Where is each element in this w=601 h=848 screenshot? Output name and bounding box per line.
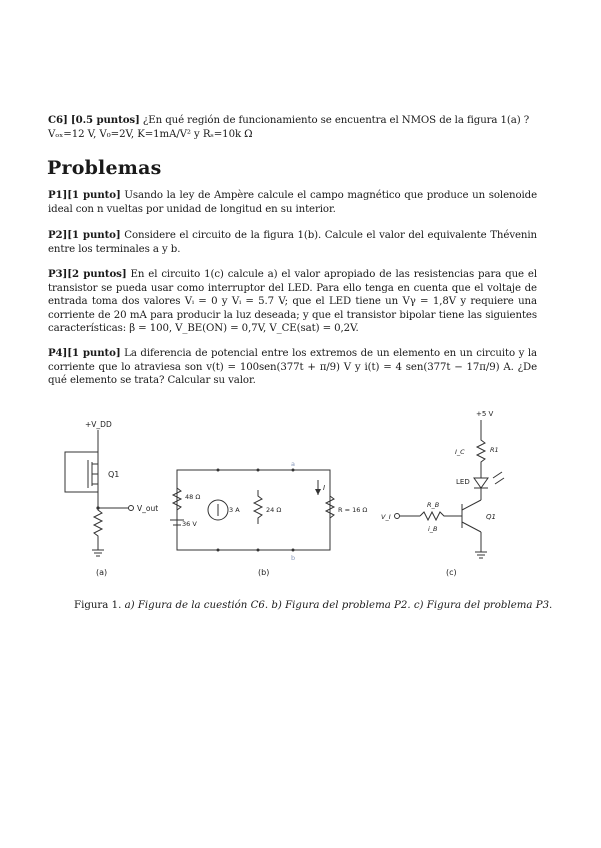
c6-line1: ¿En qué región de funcionamiento se encuentra el NMOS de la figura 1(a) ? bbox=[142, 115, 530, 126]
question-c6 bbox=[48, 114, 537, 141]
fig-b-36v: 36 V bbox=[182, 520, 197, 528]
caption-prefix: Figura 1. bbox=[74, 600, 122, 611]
figure-caption bbox=[74, 600, 552, 611]
figure-a-circuit bbox=[65, 430, 134, 556]
section-title: Problemas bbox=[47, 157, 162, 179]
figure-b-circuit bbox=[170, 470, 334, 550]
p2-text: Considere el circuito de la figura 1(b). Calcule el valor del equivalente Thévenin entre los terminales a y b. bbox=[48, 230, 537, 255]
fig-b-r48: 48 Ω bbox=[185, 493, 201, 501]
figure-1 bbox=[0, 400, 601, 600]
fig-c-r1: R1 bbox=[490, 446, 499, 454]
fig-c-q1: Q1 bbox=[486, 513, 496, 521]
fig-c-led: LED bbox=[456, 478, 470, 486]
fig-c-ib: i_B bbox=[428, 525, 438, 533]
fig-b-r16: R = 16 Ω bbox=[338, 506, 368, 514]
fig-c-label: (c) bbox=[446, 568, 457, 577]
fig-b-3a: 3 A bbox=[229, 506, 240, 514]
fig-c-ic: I_C bbox=[455, 448, 465, 456]
fig-b-r24: 24 Ω bbox=[266, 506, 282, 514]
fig-c-vi: V_I bbox=[381, 513, 391, 521]
fig-c-vcc: +5 V bbox=[476, 410, 494, 418]
fig-a-q1: Q1 bbox=[108, 470, 120, 479]
fig-b-terminal-a: a bbox=[291, 460, 295, 468]
problem-p1 bbox=[48, 189, 537, 216]
fig-b-current: I bbox=[323, 484, 326, 492]
fig-b-terminal-b: b bbox=[291, 554, 296, 562]
p2-label: P2][1 punto] bbox=[48, 229, 121, 241]
c6-points: [0.5 puntos] bbox=[70, 114, 140, 126]
p1-label: P1][1 punto] bbox=[48, 189, 121, 201]
p4-text: La diferencia de potencial entre los extremos de un elemento en un circuito y la corriente que lo atraviesa son v(t) = 100sen(377t + π/9) V y i(t) = 4 sen(377t − 17π/9) A. ¿De qué elemento se trata? Calcular su valor. bbox=[48, 348, 538, 386]
figure-c-circuit bbox=[395, 420, 505, 558]
problem-p4 bbox=[48, 347, 537, 388]
p1-text: Usando la ley de Ampère calcule el campo magnético que produce un solenoide ideal con n vueltas por unidad de longitud en su interior. bbox=[48, 190, 538, 215]
p4-label: P4][1 punto] bbox=[48, 347, 121, 359]
c6-line2: Vₒₓ=12 V, V₀=2V, K=1mA/V² y Rₛ=10k Ω bbox=[48, 128, 253, 140]
p3-label: P3][2 puntos] bbox=[48, 268, 127, 280]
caption-text: a) Figura de la cuestión C6. b) Figura del problema P2. c) Figura del problema P3. bbox=[124, 600, 553, 611]
fig-a-vout: V_out bbox=[137, 504, 159, 513]
fig-a-vdd: +V_DD bbox=[85, 420, 112, 429]
fig-a-label: (a) bbox=[96, 568, 108, 577]
p3-text: En el circuito 1(c) calcule a) el valor apropiado de las resistencias para que el transistor se pueda usar como interruptor del LED. Para ello tenga en cuenta que el voltaje de entrada toma dos valores Vᵢ = 0 y Vᵢ = 5.7 V; que el LED tiene un Vγ = 1,8V y requiere una corriente de 20 mA para producir la luz deseada; y que el transistor bipolar tiene las siguientes características: β = 100, V_BE(ON) = 0,7V, V_CE(sat) = 0,2V. bbox=[48, 269, 538, 334]
problem-p2 bbox=[48, 229, 537, 256]
fig-b-label: (b) bbox=[258, 568, 270, 577]
problem-p3 bbox=[48, 268, 537, 336]
c6-label: C6] bbox=[48, 114, 68, 126]
fig-c-rb: R_B bbox=[427, 501, 440, 509]
